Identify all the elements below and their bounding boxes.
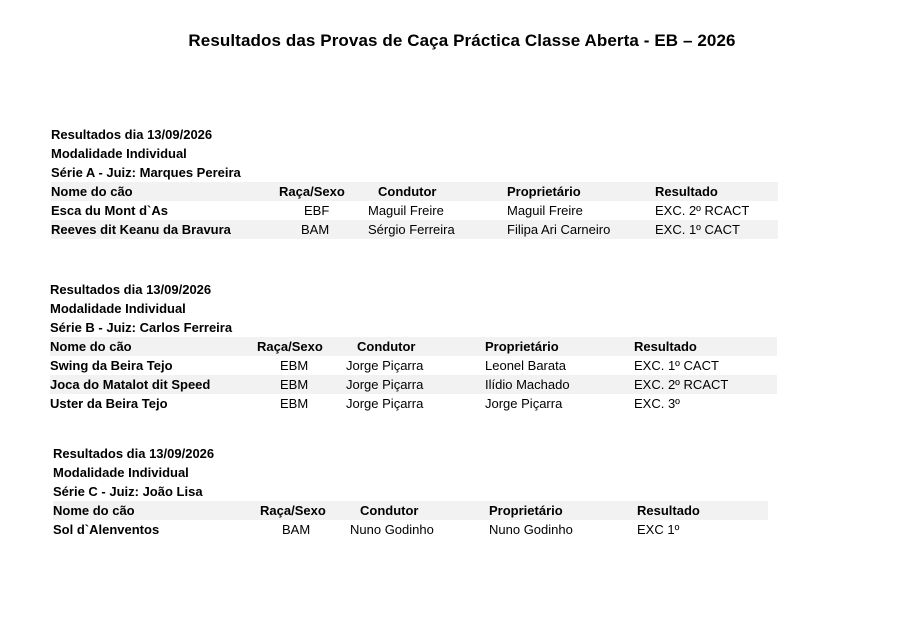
- cell-breed-sex: EBF: [304, 203, 330, 218]
- section-modality: Modalidade Individual: [51, 146, 187, 161]
- table-row: [53, 520, 768, 539]
- section-date: Resultados dia 13/09/2026: [51, 127, 213, 142]
- section-modality: Modalidade Individual: [53, 465, 189, 480]
- cell-breed-sex: EBM: [280, 377, 309, 392]
- col-header-result: Resultado: [634, 339, 697, 354]
- results-section-series-c: [53, 444, 783, 539]
- cell-result: EXC. 2º RCACT: [655, 203, 750, 218]
- cell-owner: Filipa Ari Carneiro: [507, 222, 611, 237]
- col-header-result: Resultado: [655, 184, 718, 199]
- cell-dog-name: Reeves dit Keanu da Bravura: [51, 222, 231, 237]
- col-header-handler: Condutor: [378, 184, 437, 199]
- col-header-owner: Proprietário: [507, 184, 581, 199]
- cell-dog-name: Joca do Matalot dit Speed: [50, 377, 211, 392]
- page-title: Resultados das Provas de Caça Práctica Classe Aberta - EB – 2026: [188, 31, 736, 50]
- cell-owner: Leonel Barata: [485, 358, 566, 373]
- results-section-series-a: [51, 125, 781, 239]
- cell-dog-name: Sol d`Alenventos: [53, 522, 160, 537]
- col-header-name: Nome do cão: [50, 339, 132, 354]
- cell-dog-name: Swing da Beira Tejo: [50, 358, 173, 373]
- col-header-handler: Condutor: [357, 339, 416, 354]
- cell-owner: Jorge Piçarra: [485, 396, 563, 411]
- cell-dog-name: Esca du Mont d`As: [51, 203, 169, 218]
- table-row: [50, 394, 777, 413]
- section-series-judge: Série A - Juiz: Marques Pereira: [51, 165, 241, 180]
- results-section-series-b: [50, 280, 780, 413]
- cell-handler: Jorge Piçarra: [346, 358, 424, 373]
- table-row: [51, 220, 778, 239]
- table-header-row: [51, 182, 778, 201]
- table-row: [50, 356, 777, 375]
- col-header-breed-sex: Raça/Sexo: [279, 184, 345, 199]
- cell-owner: Nuno Godinho: [489, 522, 573, 537]
- col-header-breed-sex: Raça/Sexo: [260, 503, 326, 518]
- cell-result: EXC. 1º CACT: [634, 358, 719, 373]
- col-header-result: Resultado: [637, 503, 700, 518]
- cell-handler: Maguil Freire: [368, 203, 444, 218]
- cell-result: EXC. 3º: [634, 396, 680, 411]
- table-header-row: [50, 337, 777, 356]
- cell-result: EXC. 2º RCACT: [634, 377, 729, 392]
- col-header-name: Nome do cão: [53, 503, 135, 518]
- col-header-breed-sex: Raça/Sexo: [257, 339, 323, 354]
- cell-breed-sex: EBM: [280, 358, 309, 373]
- col-header-handler: Condutor: [360, 503, 419, 518]
- cell-owner: Ilídio Machado: [485, 377, 570, 392]
- cell-handler: Jorge Piçarra: [346, 396, 424, 411]
- cell-breed-sex: BAM: [282, 522, 311, 537]
- cell-dog-name: Uster da Beira Tejo: [50, 396, 168, 411]
- section-date: Resultados dia 13/09/2026: [53, 446, 215, 461]
- section-series-judge: Série C - Juiz: João Lisa: [53, 484, 203, 499]
- col-header-name: Nome do cão: [51, 184, 133, 199]
- cell-handler: Sérgio Ferreira: [368, 222, 455, 237]
- section-date: Resultados dia 13/09/2026: [50, 282, 212, 297]
- col-header-owner: Proprietário: [485, 339, 559, 354]
- section-series-judge: Série B - Juiz: Carlos Ferreira: [50, 320, 233, 335]
- table-header-row: [53, 501, 768, 520]
- cell-result: EXC. 1º CACT: [655, 222, 740, 237]
- table-row: [50, 375, 777, 394]
- cell-handler: Jorge Piçarra: [346, 377, 424, 392]
- cell-result: EXC 1º: [637, 522, 680, 537]
- cell-handler: Nuno Godinho: [350, 522, 434, 537]
- cell-breed-sex: EBM: [280, 396, 309, 411]
- table-row: [51, 201, 778, 220]
- section-modality: Modalidade Individual: [50, 301, 186, 316]
- cell-owner: Maguil Freire: [507, 203, 583, 218]
- cell-breed-sex: BAM: [301, 222, 330, 237]
- col-header-owner: Proprietário: [489, 503, 563, 518]
